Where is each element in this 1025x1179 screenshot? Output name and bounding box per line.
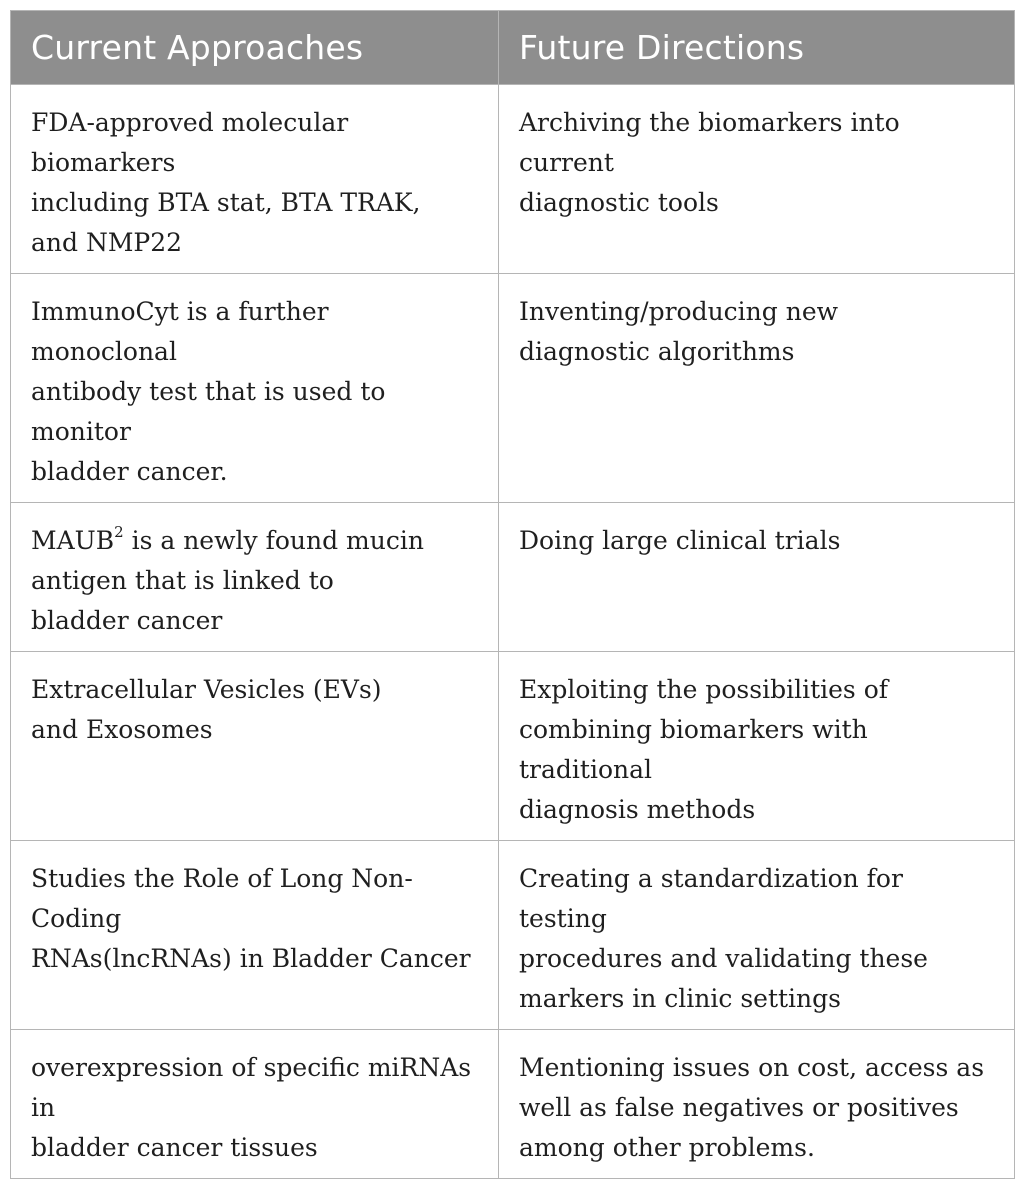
- future-direction-cell: Mentioning issues on cost, access as well as false negatives or positives among other problems.: [499, 1030, 1015, 1179]
- table-row: [11, 652, 1015, 841]
- header-current-approaches: Current Approaches: [11, 11, 499, 85]
- maub-description: is a newly found mucin antigen that is linked to bladder cancer: [31, 526, 424, 635]
- table-header-row: [11, 11, 1015, 85]
- table-row: [11, 274, 1015, 503]
- approaches-table-container: [10, 10, 1014, 1162]
- current-approach-cell: FDA-approved molecular biomarkers including BTA stat, BTA TRAK, and NMP22: [11, 85, 499, 274]
- future-direction-cell: Archiving the biomarkers into current diagnostic tools: [499, 85, 1015, 274]
- current-approach-cell: ImmunoCyt is a further monoclonal antibody test that is used to monitor bladder cancer.: [11, 274, 499, 503]
- future-direction-cell: Inventing/producing new diagnostic algorithms: [499, 274, 1015, 503]
- maub-text: MAUB: [31, 526, 115, 555]
- current-approach-cell: [11, 503, 499, 652]
- approaches-table: [10, 10, 1015, 1179]
- future-direction-cell: Doing large clinical trials: [499, 503, 1015, 652]
- maub-superscript: 2: [114, 523, 124, 541]
- future-direction-cell: Exploiting the possibilities of combining biomarkers with traditional diagnosis methods: [499, 652, 1015, 841]
- table-row: [11, 1030, 1015, 1179]
- table-row: [11, 503, 1015, 652]
- current-approach-cell: Extracellular Vesicles (EVs) and Exosomes: [11, 652, 499, 841]
- table-row: [11, 85, 1015, 274]
- current-approach-cell: Studies the Role of Long Non-Coding RNAs(lncRNAs) in Bladder Cancer: [11, 841, 499, 1030]
- current-approach-cell: overexpression of specific miRNAs in bladder cancer tissues: [11, 1030, 499, 1179]
- future-direction-cell: Creating a standardization for testing procedures and validating these markers in clinic settings: [499, 841, 1015, 1030]
- header-future-directions: Future Directions: [499, 11, 1015, 85]
- table-row: [11, 841, 1015, 1030]
